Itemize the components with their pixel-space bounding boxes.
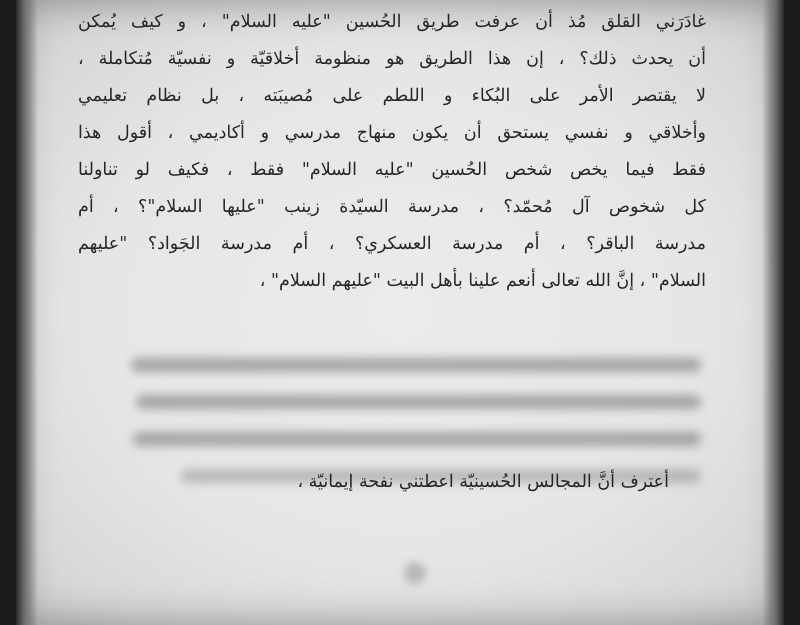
paragraph-line: مدرسة الباقر؟ ، أم مدرسة العسكري؟ ، أم مدرسة الجَواد؟ "عليهم bbox=[78, 234, 706, 254]
page-shadow-left bbox=[16, 0, 38, 625]
closing-line: أعترف أنَّ المجالس الحُسينيّة اعطتني نفحة إيمانيّة ، bbox=[297, 472, 669, 492]
paragraph bbox=[78, 4, 706, 300]
paragraph-line: كل شخوص آل مُحمّد؟ ، مدرسة السيّدة زينب "عليها السلام"؟ ، أم bbox=[78, 197, 706, 217]
page-shadow-right bbox=[762, 0, 784, 625]
paragraph-line: لا يقتصر الأمر على البُكاء و اللطم على مُصيبَته ، بل نظام تعليمي bbox=[78, 86, 706, 106]
paragraph-line: أن يحدث ذلك؟ ، إن هذا الطريق هو منظومة أخلاقيّة و نفسيّة مُتكاملة ، bbox=[78, 49, 706, 69]
page-ornament bbox=[404, 562, 426, 584]
paragraph-line: وأخلاقي و نفسي يستحق أن يكون منهاج مدرسي و أكاديمي ، أقول هذا bbox=[78, 123, 706, 143]
book-page bbox=[16, 0, 784, 625]
paragraph-line: فقط فيما يخص شخص الحُسين "عليه السلام" فقط ، فكيف لو تناولنا bbox=[78, 160, 706, 180]
paragraph-line: غادَرَني القلق مُذ أن عرفت طريق الحُسين "عليه السلام" ، و كيف يُمكن bbox=[78, 12, 706, 32]
paragraph-line: السلام" ، إنَّ الله تعالى أنعم علينا بأهل البيت "عليهم السلام" ، bbox=[259, 271, 706, 291]
